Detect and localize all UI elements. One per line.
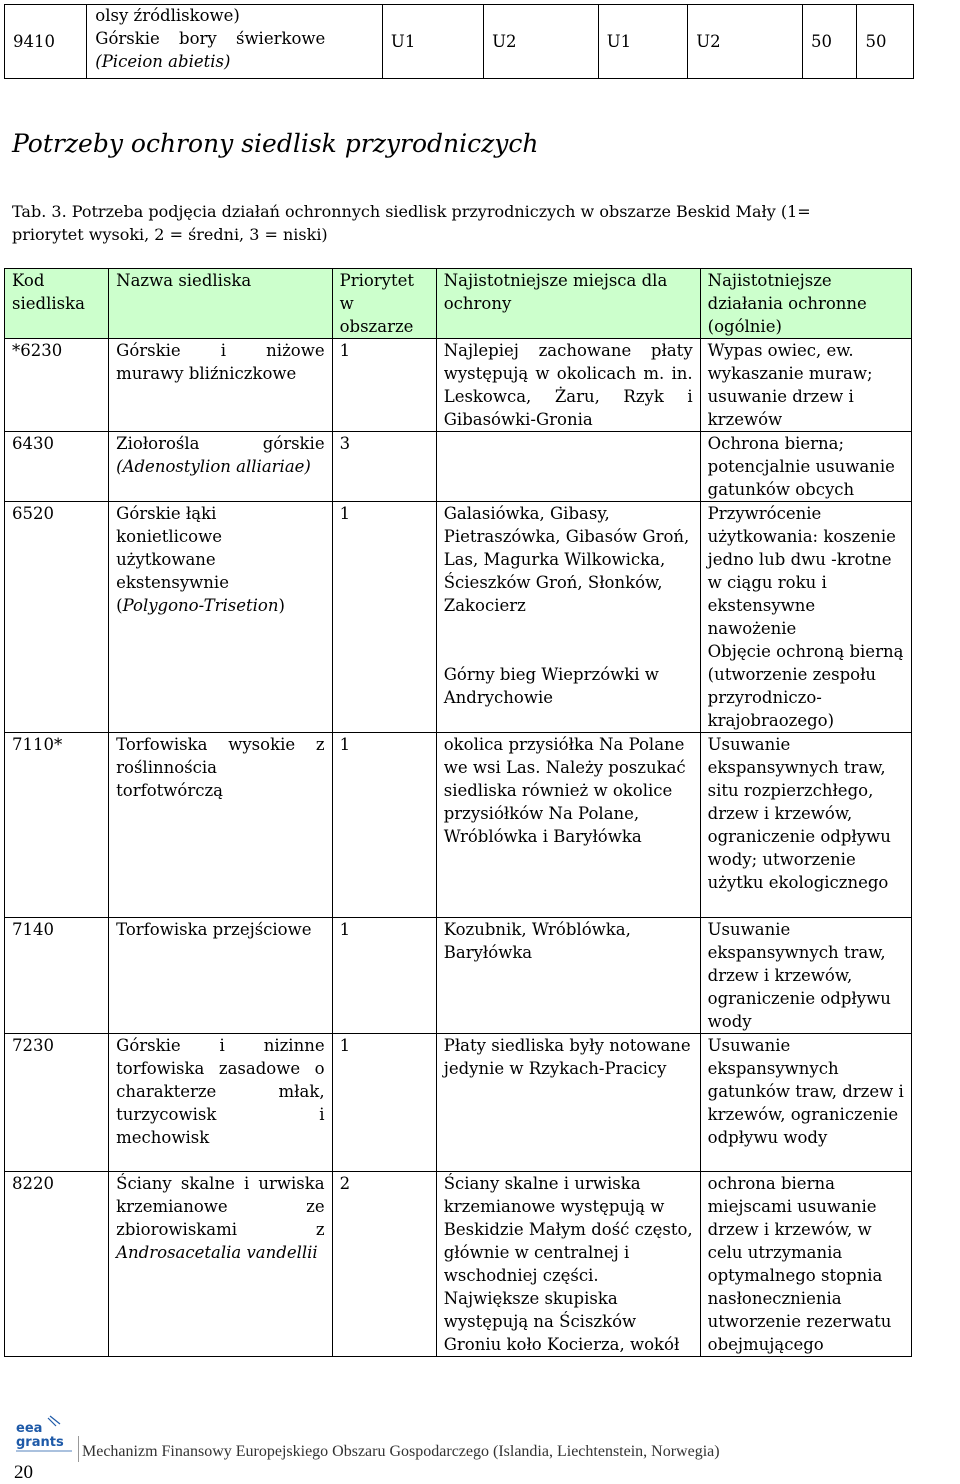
header-priority — [332, 269, 436, 339]
protection-places: Najlepiej zachowane płaty występują w okolicach m. in. Leskowca, Żaru, Rzyk i Gibasówki-Gronia — [436, 339, 700, 432]
priority: 1 — [332, 339, 436, 432]
habitat-name-text: Ściany skalne i urwiska krzemianowe ze zbiorowiskami z — [116, 1174, 325, 1239]
protection-places: Ściany skalne i urwiska krzemianowe występują w Beskidzie Małym dość często, głównie w centralnej i wschodniej części. Największe skupiska występują na Ściszków Groniu koło Kocierza, wokół — [436, 1172, 700, 1357]
places-secondary: Górny bieg Wieprzówki w Andrychowie — [443, 665, 659, 707]
protection-actions: Usuwanie ekspansywnych traw, situ rozpierzchłego, drzew i krzewów, ograniczenie odpływu wody; utworzenie użytku ekologicznego — [700, 733, 911, 918]
table-row — [5, 1172, 912, 1357]
priority: 1 — [332, 502, 436, 733]
habitat-name: Górskie i nizinne torfowiska zasadowe o charakterze młak, turzycowisk i mechowisk — [109, 1034, 332, 1172]
eea-grants-logo-icon — [14, 1414, 74, 1456]
habitat-name-main: Górskie bory świerkowe — [95, 29, 326, 48]
habitat-code: 6520 — [5, 502, 109, 733]
svg-text:grants: grants — [16, 1435, 64, 1450]
protection-places: Płaty siedliska były notowane jedynie w Rzykach-Pracicy — [436, 1034, 700, 1172]
table-header-row — [5, 269, 912, 339]
header-priority-label: Priorytet w obszarze — [339, 271, 415, 336]
protection-needs-table — [4, 268, 912, 1357]
habitat-name-latin — [116, 455, 324, 478]
paren: ( — [116, 596, 123, 615]
table-caption: Tab. 3. Potrzeba podjęcia działań ochronnych siedlisk przyrodniczych w obszarze Beskid Mały (1= priorytet wysoki, 2 = średni, 3 = niski) — [12, 202, 811, 244]
habitat-code: 7110* — [5, 733, 109, 918]
table-row — [5, 918, 912, 1034]
table-row — [5, 502, 912, 733]
value-cell: 50 — [857, 5, 914, 79]
habitat-name: Torfowiska przejściowe — [109, 918, 332, 1034]
latin-name: (Adenostylion alliariae) — [116, 457, 311, 476]
actions-secondary: Objęcie ochroną bierną (utworzenie zespołu przyrodniczo-krajobraozego) — [707, 642, 904, 730]
priority: 1 — [332, 1034, 436, 1172]
priority: 1 — [332, 918, 436, 1034]
header-places-label: Najistotniejsze miejsca dla ochrony — [443, 271, 668, 313]
protection-places: Kozubnik, Wróblówka, Baryłówka — [436, 918, 700, 1034]
habitat-name — [109, 502, 332, 733]
section-title: Potrzeby ochrony siedlisk przyrodniczych — [12, 129, 539, 158]
priority: 2 — [332, 1172, 436, 1357]
habitat-name-latin — [95, 50, 374, 73]
value-cell: 50 — [803, 5, 857, 79]
header-actions — [700, 269, 911, 339]
header-name — [109, 269, 332, 339]
latin-name: (Piceion abietis) — [95, 52, 231, 71]
footer-divider — [78, 1436, 79, 1462]
habitat-name: Górskie i niżowe murawy bliźniczkowe — [109, 339, 332, 432]
habitat-name — [109, 1172, 332, 1357]
habitat-code: 7230 — [5, 1034, 109, 1172]
priority: 3 — [332, 432, 436, 502]
header-name-label: Nazwa siedliska — [116, 271, 252, 290]
habitat-code: 9410 — [5, 5, 87, 79]
protection-places: okolica przysiółka Na Polane we wsi Las. Należy poszukać siedliska również w okolice przysiółków Na Polane, Wróblówka i Baryłówka — [436, 733, 700, 918]
habitat-name-text: Górskie łąki konietlicowe użytkowane ekstensywnie — [116, 504, 229, 592]
page-number: 20 — [14, 1462, 33, 1483]
habitat-name-latin — [116, 594, 324, 617]
protection-actions: ochrona bierna miejscami usuwanie drzew i krzewów, w celu utrzymania optymalnego stopnia nasłonecznienia utworzenie rezerwatu obejmującego — [700, 1172, 911, 1357]
table-row — [5, 339, 912, 432]
previous-table-fragment — [4, 4, 914, 79]
habitat-name-continued: olsy źródliskowe) — [95, 6, 240, 25]
habitat-name: Torfowiska wysokie z roślinnościa torfotwórczą — [109, 733, 332, 918]
header-code-label: Kod siedliska — [12, 271, 85, 313]
habitat-code: 7140 — [5, 918, 109, 1034]
protection-actions — [700, 502, 911, 733]
protection-actions: Usuwanie ekspansywnych gatunków traw, drzew i krzewów, ograniczenie odpływu wody — [700, 1034, 911, 1172]
protection-places — [436, 432, 700, 502]
footer-text: Mechanizm Finansowy Europejskiego Obszaru Gospodarczego (Islandia, Liechtenstein, Norwegia) — [82, 1443, 720, 1460]
table-row — [5, 5, 914, 79]
svg-text:eea: eea — [16, 1421, 43, 1436]
habitat-name — [87, 5, 383, 79]
latin-name: Androsacetalia vandellii — [116, 1243, 318, 1262]
habitat-name-text: Ziołorośla górskie — [116, 434, 325, 453]
header-code — [5, 269, 109, 339]
paren: ) — [278, 596, 285, 615]
habitat-name-latin — [116, 1241, 324, 1264]
status-cell: U1 — [598, 5, 688, 79]
habitat-code: 8220 — [5, 1172, 109, 1357]
protection-places — [436, 502, 700, 733]
latin-name: Polygono-Trisetion — [122, 596, 279, 615]
places-main: Galasiówka, Gibasy, Pietraszówka, Gibasów Groń, Las, Magurka Wilkowicka, Ścieszków Groń, Słonków, Zakocierz — [443, 504, 690, 615]
table-row — [5, 432, 912, 502]
header-actions-label: Najistotniejsze działania ochronne (ogólnie) — [707, 271, 867, 336]
table-row — [5, 1034, 912, 1172]
habitat-code: *6230 — [5, 339, 109, 432]
status-cell: U2 — [688, 5, 803, 79]
habitat-name — [109, 432, 332, 502]
status-cell: U1 — [382, 5, 483, 79]
protection-actions: Ochrona bierna; potencjalnie usuwanie gatunków obcych — [700, 432, 911, 502]
protection-actions: Wypas owiec, ew. wykaszanie muraw; usuwanie drzew i krzewów — [700, 339, 911, 432]
header-places — [436, 269, 700, 339]
eea-grants-logo — [14, 1414, 74, 1456]
habitat-code: 6430 — [5, 432, 109, 502]
protection-actions: Usuwanie ekspansywnych traw, drzew i krzewów, ograniczenie odpływu wody — [700, 918, 911, 1034]
status-cell: U2 — [484, 5, 599, 79]
priority: 1 — [332, 733, 436, 918]
table-row — [5, 733, 912, 918]
actions-main: Przywrócenie użytkowania: koszenie jedno lub dwu -krotne w ciągu roku i ekstensywne nawożenie — [707, 504, 896, 638]
